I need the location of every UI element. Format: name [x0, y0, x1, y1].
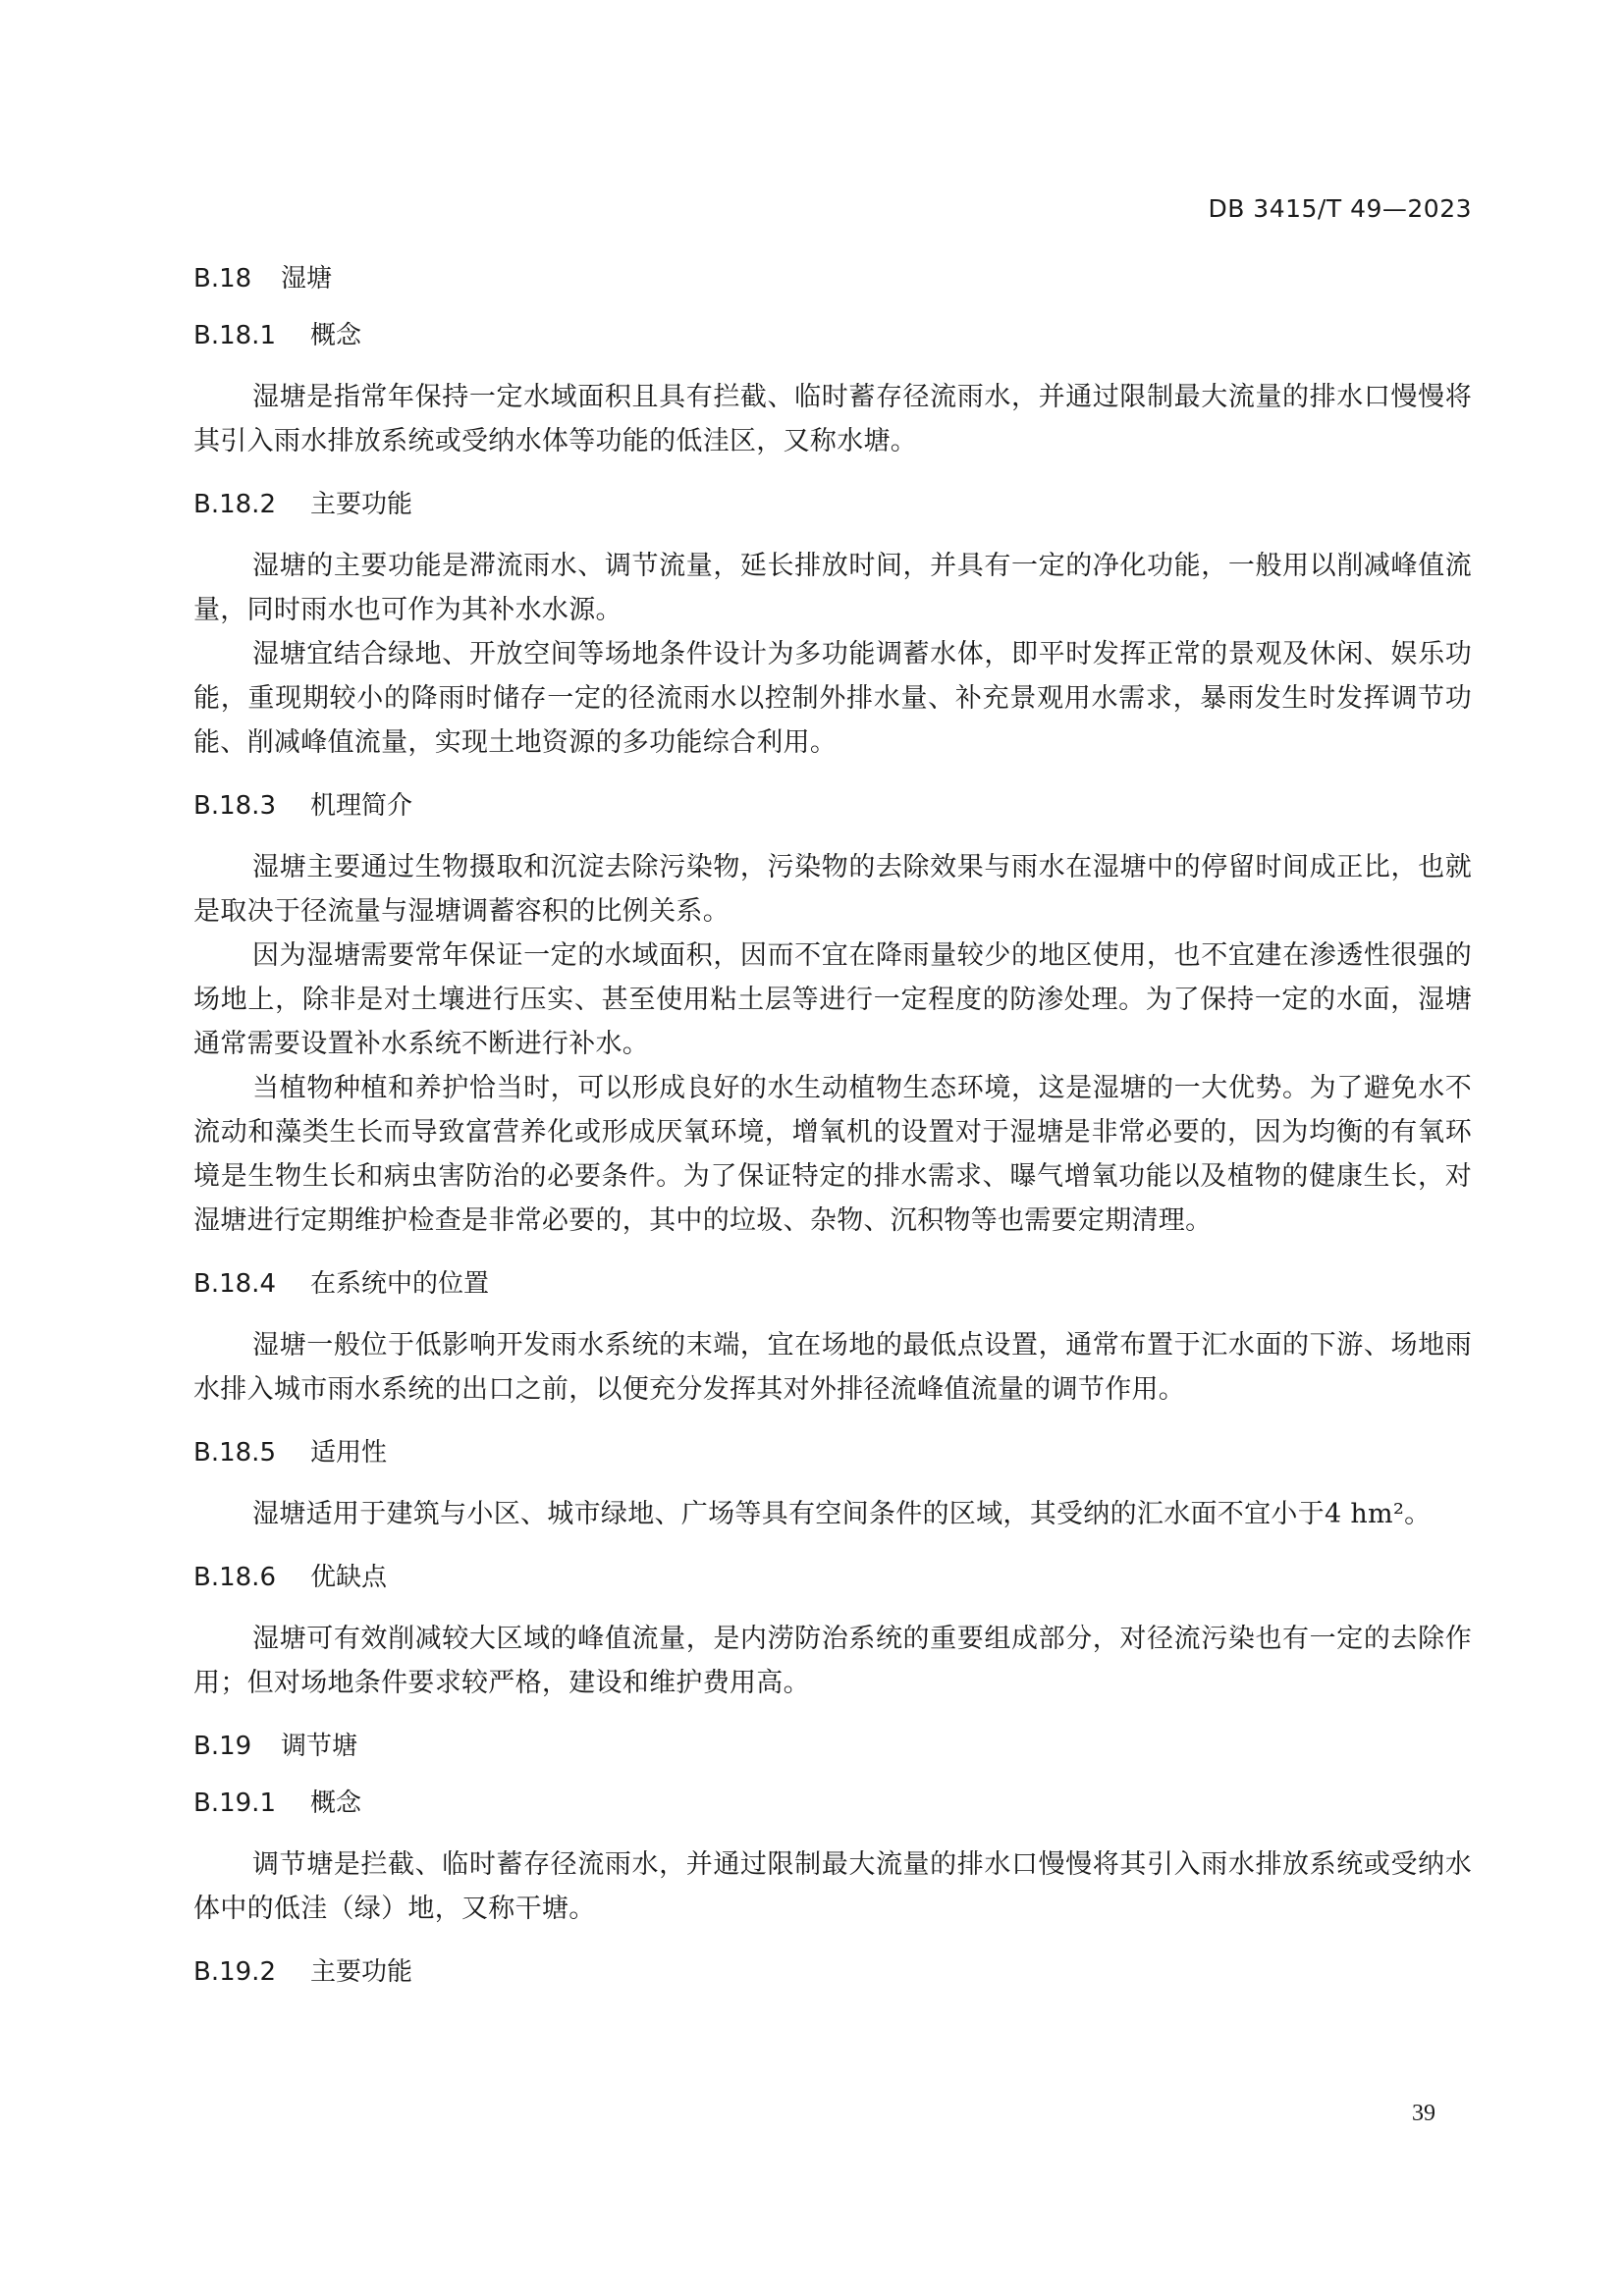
subsection-heading — [193, 487, 1472, 522]
subsection-heading — [193, 1560, 1472, 1595]
document-code: DB 3415/T 49—2023 — [1208, 194, 1472, 223]
heading-number: B.18.6 — [193, 1563, 276, 1592]
paragraph: 湿塘一般位于低影响开发雨水系统的末端，宜在场地的最低点设置，通常布置于汇水面的下游、场地雨水排入城市雨水系统的出口之前，以便充分发挥其对外排径流峰值流量的调节作用。 — [193, 1330, 1472, 1405]
heading-number: B.19 — [193, 1732, 252, 1761]
heading-title: 概念 — [310, 321, 362, 350]
heading-title: 机理简介 — [310, 791, 413, 821]
heading-number: B.18 — [193, 264, 252, 294]
paragraph: 当植物种植和养护恰当时，可以形成良好的水生动植物生态环境，这是湿塘的一大优势。为了避免水不流动和藻类生长而导致富营养化或形成厌氧环境，增氧机的设置对于湿塘是非常必要的，因为均衡的有氧环境是生物生长和病虫害防治的必要条件。为了保证特定的排水需求、曝气增氧功能以及植物的健康生长，对湿塘进行定期维护检查是非常必要的，其中的垃圾、杂物、沉积物等也需要定期清理。 — [193, 1073, 1472, 1236]
section-heading — [193, 1729, 1472, 1764]
subsection-heading — [193, 1435, 1472, 1470]
subsection-heading — [193, 788, 1472, 824]
paragraph: 湿塘适用于建筑与小区、城市绿地、广场等具有空间条件的区域，其受纳的汇水面不宜小于4 hm²。 — [252, 1499, 1432, 1529]
paragraph: 湿塘宜结合绿地、开放空间等场地条件设计为多功能调蓄水体，即平时发挥正常的景观及休闲、娱乐功能，重现期较小的降雨时储存一定的径流雨水以控制外排水量、补充景观用水需求，暴雨发生时发挥调节功能、削减峰值流量，实现土地资源的多功能综合利用。 — [193, 639, 1472, 758]
heading-title: 调节塘 — [281, 1732, 358, 1761]
heading-title: 概念 — [310, 1789, 362, 1818]
heading-title: 优缺点 — [310, 1563, 388, 1592]
heading-number: B.18.4 — [193, 1269, 276, 1299]
paragraph: 湿塘可有效削减较大区域的峰值流量，是内涝防治系统的重要组成部分，对径流污染也有一定的去除作用；但对场地条件要求较严格，建设和维护费用高。 — [193, 1624, 1472, 1698]
paragraph: 湿塘主要通过生物摄取和沉淀去除污染物，污染物的去除效果与雨水在湿塘中的停留时间成正比，也就是取决于径流量与湿塘调蓄容积的比例关系。 — [193, 852, 1472, 927]
heading-number: B.19.2 — [193, 1957, 276, 1987]
heading-title: 在系统中的位置 — [310, 1269, 490, 1299]
heading-title: 主要功能 — [310, 1957, 413, 1987]
heading-title: 湿塘 — [281, 264, 333, 294]
paragraph: 因为湿塘需要常年保证一定的水域面积，因而不宜在降雨量较少的地区使用，也不宜建在渗透性很强的场地上，除非是对土壤进行压实、甚至使用粘土层等进行一定程度的防渗处理。为了保持一定的水面，湿塘通常需要设置补水系统不断进行补水。 — [193, 940, 1472, 1059]
subsection-heading — [193, 318, 1472, 353]
subsection-heading — [193, 1266, 1472, 1302]
paragraph: 调节塘是拦截、临时蓄存径流雨水，并通过限制最大流量的排水口慢慢将其引入雨水排放系统或受纳水体中的低洼（绿）地，又称干塘。 — [193, 1849, 1472, 1924]
paragraph: 湿塘是指常年保持一定水域面积且具有拦截、临时蓄存径流雨水，并通过限制最大流量的排水口慢慢将其引入雨水排放系统或受纳水体等功能的低洼区，又称水塘。 — [193, 382, 1472, 456]
page-number: 39 — [1412, 2101, 1435, 2126]
heading-number: B.18.2 — [193, 490, 276, 519]
document-body — [193, 261, 1472, 2011]
section-heading — [193, 261, 1472, 296]
subsection-heading — [193, 1786, 1472, 1821]
heading-title: 适用性 — [310, 1438, 388, 1468]
paragraph: 湿塘的主要功能是滞流雨水、调节流量，延长排放时间，并具有一定的净化功能，一般用以削减峰值流量，同时雨水也可作为其补水水源。 — [193, 551, 1472, 625]
heading-number: B.18.3 — [193, 791, 276, 821]
heading-number: B.18.5 — [193, 1438, 276, 1468]
heading-number: B.19.1 — [193, 1789, 276, 1818]
subsection-heading — [193, 1954, 1472, 1990]
heading-title: 主要功能 — [310, 490, 413, 519]
heading-number: B.18.1 — [193, 321, 276, 350]
